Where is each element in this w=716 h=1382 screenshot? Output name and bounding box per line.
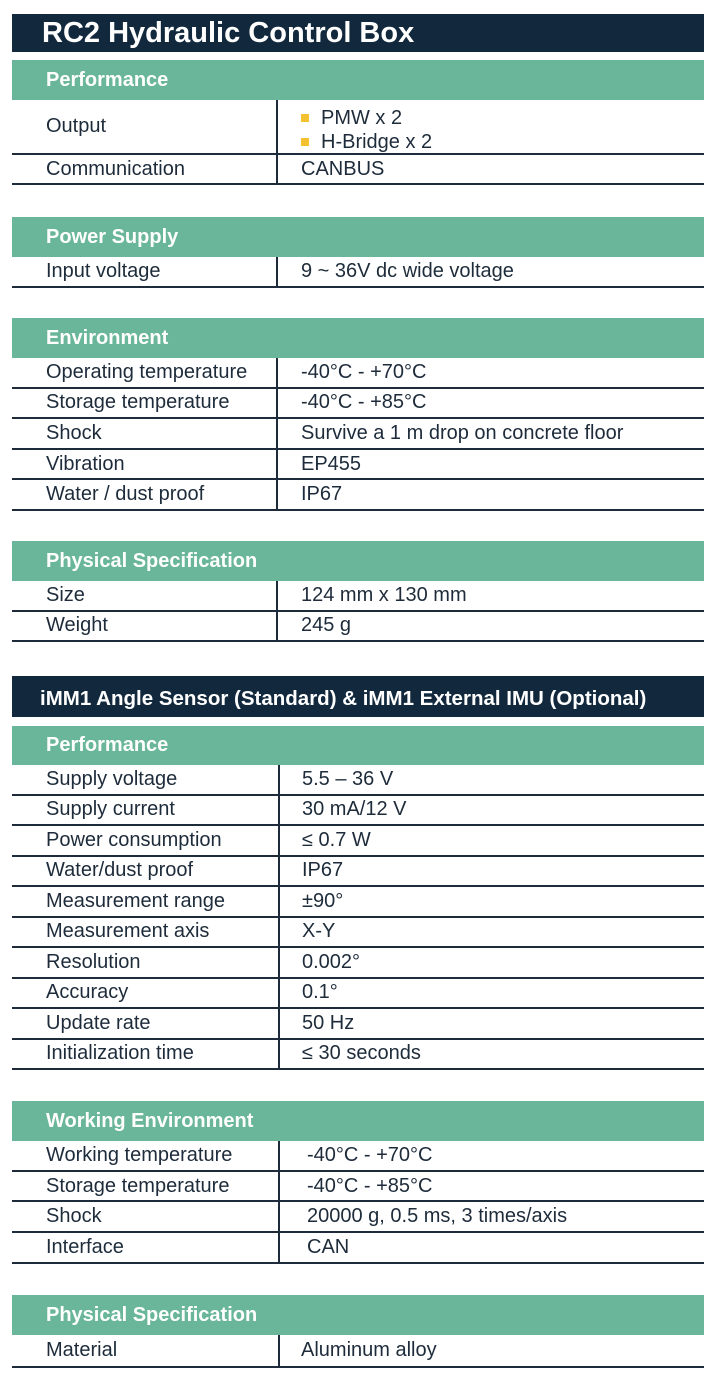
column-divider [276, 612, 278, 641]
row-label: Measurement axis [46, 920, 210, 943]
table-row [12, 419, 704, 450]
row-label: Output [46, 115, 107, 137]
row-label: Communication [46, 157, 185, 180]
table-row [12, 1172, 704, 1203]
row-value: 30 mA/12 V [302, 798, 407, 821]
table-row [12, 948, 704, 979]
table-row [12, 1202, 704, 1233]
column-divider [278, 1009, 280, 1038]
imm1-working-environment-table [12, 1141, 704, 1264]
column-divider [276, 581, 278, 610]
rc2-communication-row [12, 155, 704, 185]
column-divider [276, 450, 278, 479]
row-value: 5.5 – 36 V [302, 767, 394, 790]
rc2-physical-table [12, 581, 704, 642]
imm1-physical-table [12, 1335, 704, 1368]
bullet-item: PMW x 2 [301, 106, 432, 130]
row-label: Water/dust proof [46, 859, 194, 882]
table-row [12, 1141, 704, 1172]
table-row [12, 826, 704, 857]
row-label: Storage temperature [46, 391, 230, 414]
row-label: Supply voltage [46, 767, 178, 790]
row-label: Vibration [46, 452, 125, 475]
row-label: Resolution [46, 950, 141, 973]
column-divider [278, 765, 280, 794]
row-value: 20000 g, 0.5 ms, 3 times/axis [307, 1205, 568, 1228]
imm1-performance-table [12, 765, 704, 1070]
column-divider [278, 826, 280, 855]
rc2-performance-heading: Performance [12, 60, 704, 100]
row-label: Interface [46, 1235, 124, 1258]
row-value: 0.002° [302, 950, 361, 973]
row-label: Water / dust proof [46, 483, 205, 506]
row-value: ±90° [302, 889, 344, 912]
rc2-physical-heading: Physical Specification [12, 541, 704, 581]
row-value: 0.1° [302, 981, 338, 1004]
imm1-title: iMM1 Angle Sensor (Standard) & iMM1 External IMU (Optional) [40, 687, 647, 710]
row-value: Survive a 1 m drop on concrete floor [301, 421, 624, 444]
column-divider [278, 918, 280, 947]
column-divider [278, 1202, 280, 1231]
column-divider [278, 1040, 280, 1069]
column-divider [278, 948, 280, 977]
imm1-physical-heading: Physical Specification [12, 1295, 704, 1335]
row-label: Shock [46, 1205, 102, 1228]
row-label: Update rate [46, 1011, 151, 1034]
rc2-title-bar [12, 14, 704, 52]
row-value: IP67 [302, 859, 344, 882]
column-divider [276, 155, 278, 183]
bullet-item: H-Bridge x 2 [301, 130, 432, 154]
row-label: Accuracy [46, 981, 129, 1004]
table-row [12, 765, 704, 796]
rc2-power-supply-table [12, 257, 704, 288]
column-divider [276, 257, 278, 286]
row-label: Supply current [46, 798, 175, 821]
output-bullet-list [301, 106, 432, 154]
rc2-environment-heading: Environment [12, 318, 704, 358]
bullet-square-icon [301, 138, 309, 146]
rc2-power-supply-heading: Power Supply [12, 217, 704, 257]
table-row [12, 857, 704, 888]
column-divider [276, 419, 278, 448]
row-value: X-Y [302, 920, 336, 943]
table-row [12, 979, 704, 1010]
table-row [12, 796, 704, 827]
rc2-output-row [12, 100, 704, 155]
row-label: Shock [46, 421, 102, 444]
row-label: Working temperature [46, 1143, 233, 1166]
column-divider [278, 1233, 280, 1262]
row-label: Size [46, 583, 85, 606]
row-value: 245 g [301, 614, 352, 637]
row-value: -40°C - +70°C [301, 360, 427, 383]
row-value: CANBUS [301, 157, 385, 180]
row-value: CAN [307, 1235, 350, 1258]
rc2-title: RC2 Hydraulic Control Box [42, 17, 415, 49]
row-label: Operating temperature [46, 360, 248, 383]
rc2-environment-table [12, 358, 704, 511]
row-label: Storage temperature [46, 1174, 230, 1197]
row-value: -40°C - +85°C [301, 391, 427, 414]
row-value: ≤ 30 seconds [302, 1042, 421, 1065]
row-value: EP455 [301, 452, 362, 475]
imm1-performance-heading: Performance [12, 726, 704, 765]
row-value: -40°C - +85°C [307, 1174, 433, 1197]
table-row [12, 358, 704, 389]
column-divider [278, 857, 280, 886]
table-row [12, 480, 704, 511]
imm1-title-bar [12, 676, 704, 717]
table-row [12, 1009, 704, 1040]
column-divider [278, 887, 280, 916]
row-value: Aluminum alloy [301, 1339, 437, 1361]
column-divider [278, 1141, 280, 1170]
table-row [12, 450, 704, 481]
row-label: Initialization time [46, 1042, 194, 1065]
column-divider [278, 1172, 280, 1201]
column-divider [276, 100, 278, 153]
imm1-working-environment-heading: Working Environment [12, 1101, 704, 1141]
row-value: -40°C - +70°C [307, 1143, 433, 1166]
row-label: Power consumption [46, 828, 222, 851]
table-row [12, 918, 704, 949]
row-label: Material [46, 1339, 118, 1361]
row-label: Weight [46, 614, 108, 637]
table-row [12, 257, 704, 288]
column-divider [278, 796, 280, 825]
table-row [12, 887, 704, 918]
row-label: Input voltage [46, 260, 161, 282]
column-divider [278, 979, 280, 1008]
table-row [12, 389, 704, 420]
row-value: IP67 [301, 483, 343, 506]
table-row [12, 1335, 704, 1368]
row-value: 124 mm x 130 mm [301, 583, 467, 606]
table-row [12, 612, 704, 643]
row-label: Measurement range [46, 889, 225, 912]
row-value: 50 Hz [302, 1011, 355, 1034]
table-row [12, 581, 704, 612]
table-row [12, 1233, 704, 1264]
bullet-square-icon [301, 114, 309, 122]
column-divider [276, 480, 278, 509]
column-divider [276, 389, 278, 418]
row-value: ≤ 0.7 W [302, 828, 371, 851]
column-divider [276, 358, 278, 387]
table-row [12, 1040, 704, 1071]
column-divider [278, 1335, 280, 1366]
row-value: 9 ~ 36V dc wide voltage [301, 260, 514, 282]
